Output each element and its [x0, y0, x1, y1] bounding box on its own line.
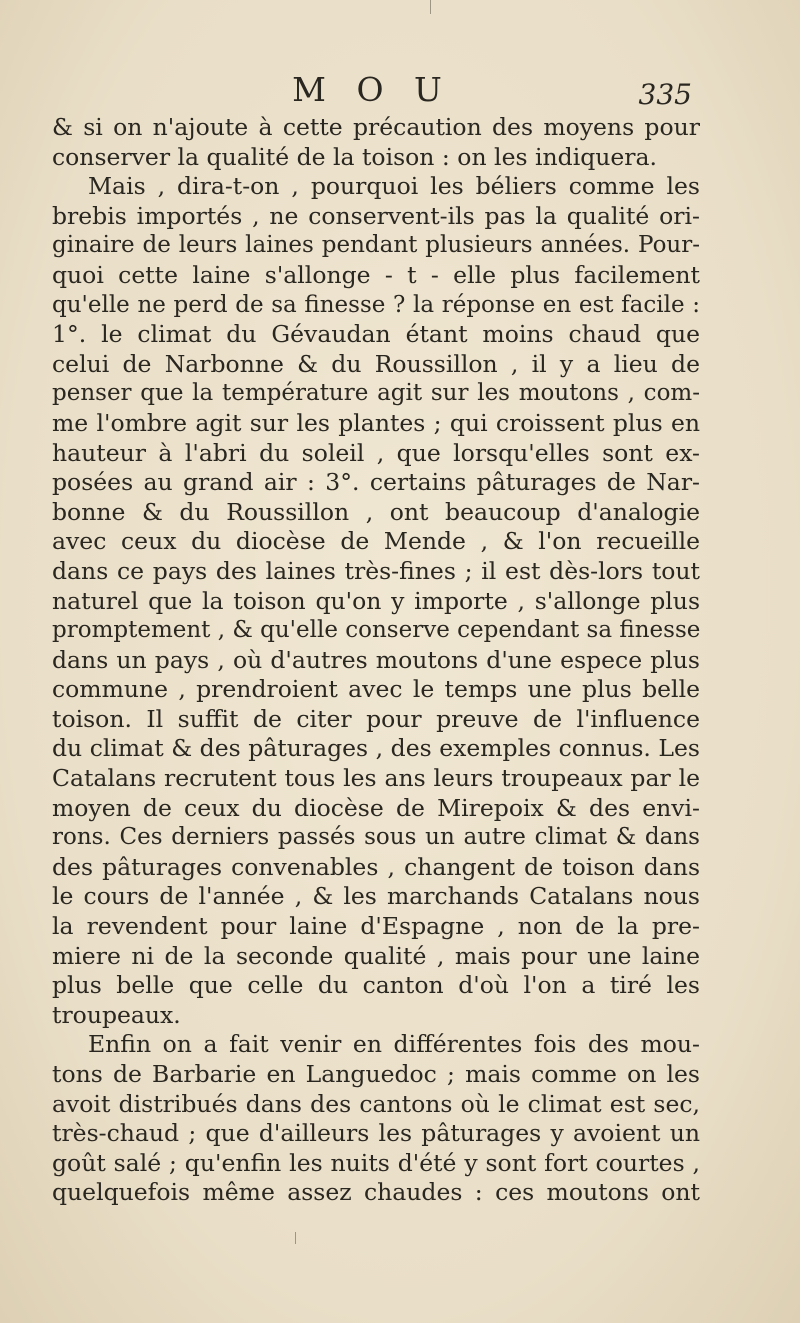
- text-line: la revendent pour laine d'Espagne , non de la pre-: [52, 912, 700, 941]
- text-line: dans ce pays des laines très-fines ; il est dès-lors tout: [52, 556, 700, 585]
- text-line: du climat & des pâturages , des exemples connus. Les: [52, 734, 700, 763]
- running-head: M O U: [292, 70, 452, 109]
- text-line: Mais , dira-t-on , pourquoi les béliers comme les: [88, 172, 700, 201]
- margin-mark: [295, 1232, 296, 1244]
- text-line: & si on n'ajoute à cette précaution des moyens pour: [52, 113, 700, 141]
- page-header: [52, 70, 692, 110]
- text-line: Enfin on a fait venir en différentes fois des mou-: [88, 1030, 700, 1059]
- text-line: hauteur à l'abri du soleil , que lorsqu'elles sont ex-: [52, 438, 700, 467]
- margin-mark: [430, 0, 431, 14]
- text-line: Catalans recrutent tous les ans leurs troupeaux par le: [52, 764, 700, 793]
- text-line: celui de Narbonne & du Roussillon , il y a lieu de: [52, 349, 700, 378]
- text-line: quoi cette laine s'allonge - t - elle plus facilement: [52, 260, 700, 289]
- text-line: dans un pays , où d'autres moutons d'une espece plus: [52, 645, 700, 674]
- text-line: naturel que la toison qu'on y importe , s'allonge plus: [52, 586, 700, 615]
- text-line: quelquefois même assez chaudes : ces moutons ont: [52, 1178, 700, 1207]
- text-line: conserver la qualité de la toison : on les indiquera.: [52, 142, 658, 171]
- text-line: penser que la température agit sur les moutons , com-: [52, 380, 700, 407]
- text-line: tons de Barbarie en Languedoc ; mais comme on les: [52, 1060, 700, 1088]
- text-line: 1°. le climat du Gévaudan étant moins chaud que: [52, 320, 700, 349]
- text-line: bonne & du Roussillon , ont beaucoup d'analogie: [52, 497, 700, 526]
- text-line: commune , prendroient avec le temps une plus belle: [52, 675, 700, 704]
- page-number: 335: [638, 78, 692, 111]
- text-line: des pâturages convenables , changent de toison dans: [52, 852, 700, 881]
- text-line: promptement , & qu'elle conserve cependant sa finesse: [52, 617, 701, 644]
- text-line: moyen de ceux du diocèse de Mirepoix & des envi-: [52, 793, 700, 822]
- text-line: avec ceux du diocèse de Mende , & l'on recueille: [52, 527, 700, 556]
- text-line: rons. Ces derniers passés sous un autre climat & dans: [52, 824, 700, 851]
- text-line: troupeaux.: [52, 1000, 181, 1029]
- text-line: très-chaud ; que d'ailleurs les pâturages y avoient un: [52, 1119, 700, 1148]
- text-line: ginaire de leurs laines pendant plusieurs années. Pour-: [52, 232, 700, 259]
- text-line: goût salé ; qu'enfin les nuits d'été y sont fort courtes ,: [52, 1148, 700, 1177]
- text-line: posées au grand air : 3°. certains pâturages de Nar-: [52, 468, 700, 497]
- text-line: le cours de l'année , & les marchands Catalans nous: [52, 882, 700, 911]
- text-line: qu'elle ne perd de sa finesse ? la réponse en est facile :: [52, 291, 700, 318]
- body-text: [52, 113, 700, 1208]
- text-line: avoit distribués dans des cantons où le climat est sec,: [52, 1089, 700, 1118]
- text-line: miere ni de la seconde qualité , mais pour une laine: [52, 941, 700, 970]
- text-line: brebis importés , ne conservent-ils pas la qualité ori-: [52, 201, 700, 230]
- text-line: toison. Il suffit de citer pour preuve de l'influence: [52, 704, 700, 733]
- text-line: plus belle que celle du canton d'où l'on a tiré les: [52, 971, 700, 1000]
- text-line: me l'ombre agit sur les plantes ; qui croissent plus en: [52, 408, 700, 437]
